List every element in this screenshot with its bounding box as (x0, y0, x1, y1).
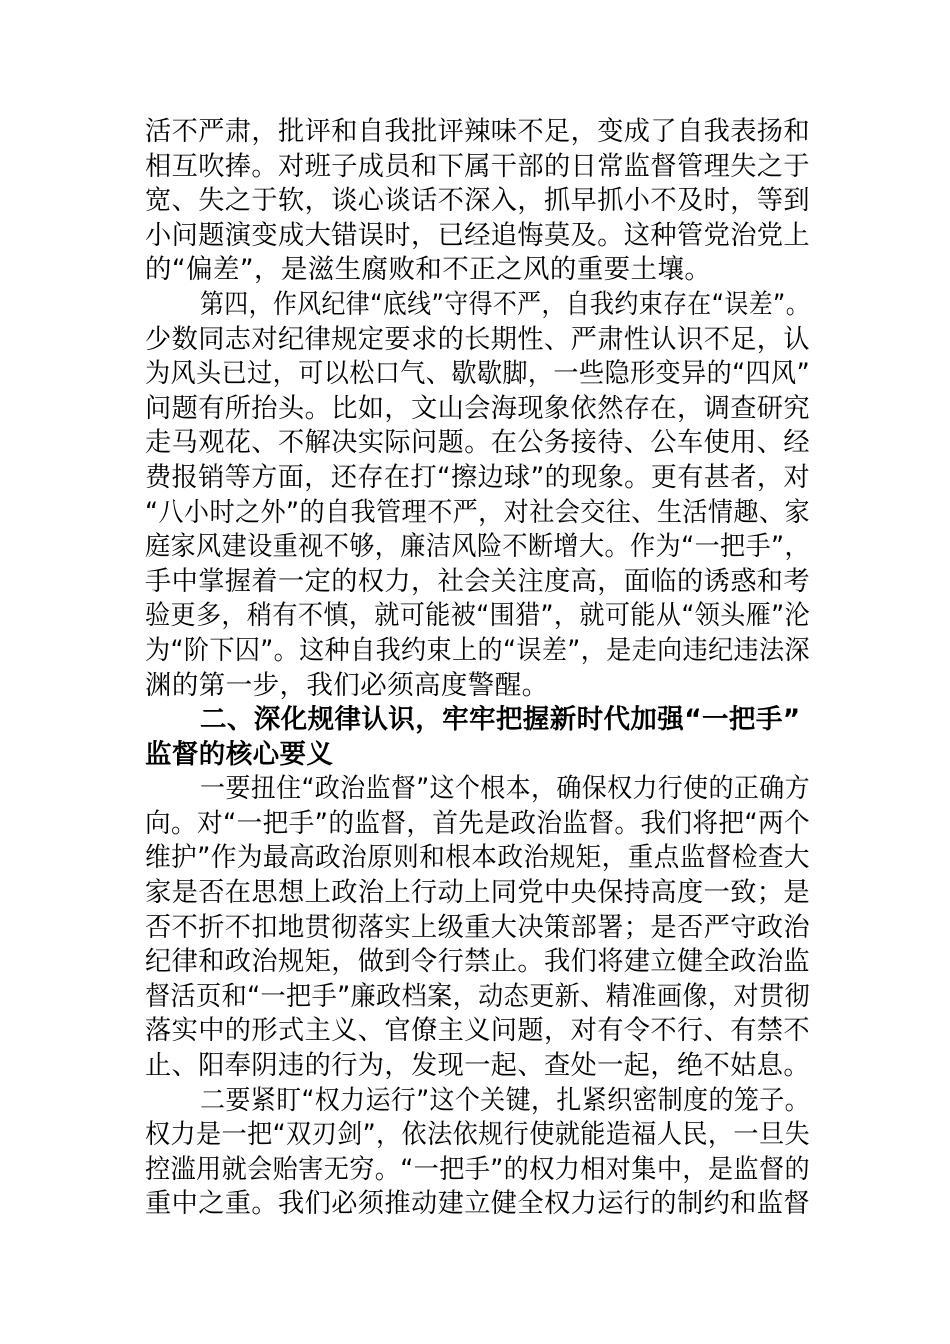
text-line: 少数同志对纪律规定要求的长期性、严肃性认识不足，认 (145, 323, 810, 355)
text-line: 一要扭住“政治监督”这个根本，确保权力行使的正确方 (200, 773, 810, 805)
text-line: 走马观花、不解决实际问题。在公务接待、公车使用、经 (145, 427, 810, 459)
text-line: 验更多，稍有不慎，就可能被“围猎”，就可能从“领头雁”沦 (145, 600, 810, 632)
text-line: 落实中的形式主义、官僚主义问题，对有令不行、有禁不 (145, 1015, 810, 1047)
text-line: 渊的第一步，我们必须高度警醒。 (145, 669, 549, 701)
text-line: 家是否在思想上政治上行动上同党中央保持高度一致；是 (145, 877, 810, 909)
text-line: 活不严肃，批评和自我批评辣味不足，变成了自我表扬和 (145, 116, 810, 147)
text-line: 向。对“一把手”的监督，首先是政治监督。我们将把“两个 (145, 807, 810, 839)
text-line: 督活页和“一把手”廉政档案，动态更新、精准画像，对贯彻 (145, 980, 810, 1012)
text-line: 纪律和政治规矩，做到令行禁止。我们将建立健全政治监 (145, 946, 810, 978)
text-line: 维护”作为最高政治原则和根本政治规矩，重点监督检查大 (145, 842, 810, 874)
text-line: 费报销等方面，还存在打“擦边球”的现象。更有甚者，对 (145, 461, 810, 493)
text-line: 否不折不扣地贯彻落实上级重大决策部署；是否严守政治 (145, 911, 810, 943)
text-line: 权力是一把“双刃剑”，依法依规行使就能造福人民，一旦失 (145, 1119, 810, 1151)
text-line: “八小时之外”的自我管理不严，对社会交往、生活情趣、家 (145, 496, 810, 528)
section-heading-line: 二、深化规律认识，牢牢把握新时代加强“一把手” (200, 704, 801, 736)
text-line: 控滥用就会贻害无穷。“一把手”的权力相对集中，是监督的 (145, 1153, 810, 1185)
text-line: 庭家风建设重视不够，廉洁风险不断增大。作为“一把手”， (145, 531, 810, 563)
text-line: 二要紧盯“权力运行”这个关键，扎紧织密制度的笼子。 (200, 1084, 810, 1116)
text-line: 的“偏差”，是滋生腐败和不正之风的重要土壤。 (145, 254, 712, 286)
text-line: 止、阳奉阴违的行为，发现一起、查处一起，绝不姑息。 (145, 1050, 810, 1082)
text-line: 重中之重。我们必须推动建立健全权力运行的制约和监督 (145, 1188, 810, 1220)
text-line: 小问题演变成大错误时，已经追悔莫及。这种管党治党上 (145, 219, 810, 251)
document-page (145, 115, 810, 1222)
text-line: 宽、失之于软，谈心谈话不深入，抓早抓小不及时，等到 (145, 185, 810, 217)
section-heading-line: 监督的核心要义 (145, 738, 334, 770)
text-line: 问题有所抬头。比如，文山会海现象依然存在，调查研究 (145, 392, 810, 424)
text-line: 手中掌握着一定的权力，社会关注度高，面临的诱惑和考 (145, 565, 810, 597)
text-line: 第四，作风纪律“底线”守得不严，自我约束存在“误差”。 (200, 288, 810, 320)
text-line: 为风头已过，可以松口气、歇歇脚，一些隐形变异的“四风” (145, 358, 810, 390)
text-line: 为“阶下囚”。这种自我约束上的“误差”，是走向违纪违法深 (145, 634, 810, 666)
text-line: 相互吹捧。对班子成员和下属干部的日常监督管理失之于 (145, 150, 810, 182)
